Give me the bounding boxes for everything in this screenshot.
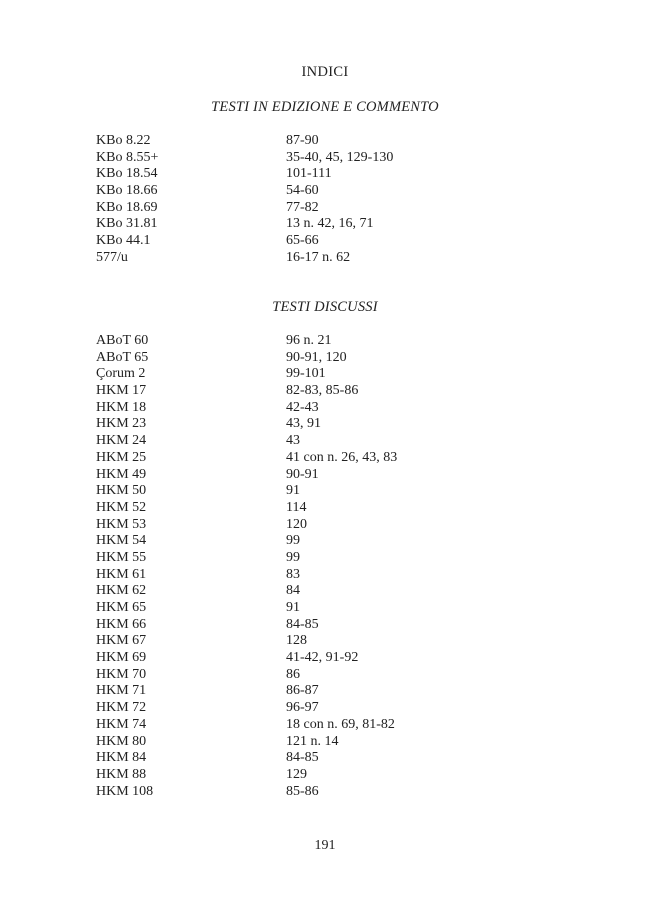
index-list-testi-in-edizione [96, 133, 556, 267]
index-entry-pages: 128 [286, 633, 307, 649]
index-entry [96, 517, 556, 534]
index-entry-pages: 77-82 [286, 199, 319, 215]
index-entry-pages: 101-111 [286, 166, 332, 182]
index-entry-pages: 90-91, 120 [286, 349, 347, 365]
index-entry-pages: 121 n. 14 [286, 733, 339, 749]
index-entry [96, 717, 556, 734]
index-entry-text: KBo 18.69 [96, 199, 158, 215]
index-entry-pages: 42-43 [286, 399, 319, 415]
page-header-title: INDICI [301, 64, 349, 80]
index-entry-pages: 85-86 [286, 783, 319, 799]
index-entry-pages: 99 [286, 549, 300, 565]
index-entry-pages: 86 [286, 666, 300, 682]
index-entry [96, 683, 556, 700]
index-entry-pages: 43, 91 [286, 416, 321, 432]
index-entry-pages: 84 [286, 583, 300, 599]
index-entry-pages: 114 [286, 499, 307, 515]
index-entry [96, 250, 556, 267]
index-entry-text: HKM 17 [96, 383, 147, 399]
index-entry-text: KBo 44.1 [96, 233, 151, 249]
index-entry-text: HKM 108 [96, 783, 154, 799]
index-entry-text: KBo 8.22 [96, 133, 151, 148]
index-entry-text: HKM 69 [96, 650, 147, 666]
index-entry-pages: 41 con n. 26, 43, 83 [286, 449, 398, 465]
index-entry [96, 150, 556, 167]
index-entry [96, 583, 556, 600]
index-entry-pages: 86-87 [286, 683, 319, 699]
index-entry [96, 550, 556, 567]
index-entry-pages: 87-90 [286, 133, 319, 148]
index-entry-pages: 54-60 [286, 183, 319, 199]
index-entry-pages: 83 [286, 566, 300, 582]
index-entry-pages: 120 [286, 516, 307, 532]
index-entry [96, 483, 556, 500]
index-entry-pages: 84-85 [286, 616, 319, 632]
index-entry-text: HKM 70 [96, 666, 147, 682]
index-entry-pages: 41-42, 91-92 [286, 650, 359, 666]
index-entry [96, 617, 556, 634]
index-entry-pages: 35-40, 45, 129-130 [286, 149, 394, 165]
index-entry-text: HKM 67 [96, 633, 147, 649]
index-entry [96, 533, 556, 550]
index-entry-pages: 99 [286, 533, 300, 549]
index-entry [96, 200, 556, 217]
index-entry [96, 166, 556, 183]
index-entry-text: KBo 18.54 [96, 166, 158, 182]
index-entry [96, 650, 556, 667]
index-entry-text: HKM 88 [96, 766, 147, 782]
index-entry [96, 667, 556, 684]
index-entry-text: HKM 55 [96, 549, 147, 565]
index-entry [96, 133, 556, 150]
index-entry-text: HKM 18 [96, 399, 147, 415]
index-entry [96, 333, 556, 350]
index-entry [96, 567, 556, 584]
index-entry [96, 784, 556, 801]
index-entry [96, 350, 556, 367]
section-title-testi-in-edizione: TESTI IN EDIZIONE E COMMENTO [211, 99, 439, 115]
index-entry-text: HKM 71 [96, 683, 147, 699]
index-entry [96, 633, 556, 650]
index-entry-pages: 43 [286, 433, 300, 449]
index-entry [96, 216, 556, 233]
index-entry [96, 700, 556, 717]
index-entry [96, 383, 556, 400]
index-entry-text: Çorum 2 [96, 366, 146, 382]
index-list-testi-discussi [96, 333, 556, 800]
index-entry-text: 577/u [96, 249, 128, 265]
index-entry-text: HKM 49 [96, 466, 147, 482]
index-entry-pages: 90-91 [286, 466, 319, 482]
index-entry [96, 416, 556, 433]
index-entry-text: KBo 18.66 [96, 183, 158, 199]
index-entry [96, 366, 556, 383]
index-entry-text: HKM 80 [96, 733, 147, 749]
index-entry-text: HKM 23 [96, 416, 147, 432]
index-entry-text: HKM 53 [96, 516, 147, 532]
index-entry-text: ABoT 65 [96, 349, 149, 365]
index-entry-text: ABoT 60 [96, 333, 149, 348]
index-entry [96, 750, 556, 767]
index-entry [96, 450, 556, 467]
index-entry-pages: 91 [286, 600, 300, 615]
index-entry-pages: 82-83, 85-86 [286, 383, 359, 399]
index-entry [96, 767, 556, 784]
index-entry-pages: 84-85 [286, 750, 319, 766]
index-entry-text: HKM 54 [96, 533, 147, 549]
index-entry [96, 233, 556, 250]
index-entry [96, 433, 556, 450]
index-entry-text: HKM 66 [96, 616, 147, 632]
index-entry-pages: 16-17 n. 62 [286, 249, 351, 265]
index-entry-text: HKM 72 [96, 700, 147, 716]
index-entry-text: HKM 65 [96, 600, 147, 615]
index-entry-pages: 99-101 [286, 366, 326, 382]
index-entry-text: HKM 62 [96, 583, 147, 599]
section-title-testi-discussi: TESTI DISCUSSI [272, 299, 378, 315]
index-entry [96, 467, 556, 484]
index-entry-pages: 65-66 [286, 233, 319, 249]
index-entry [96, 600, 556, 617]
page-number: 191 [314, 838, 336, 853]
index-entry-text: HKM 61 [96, 566, 147, 582]
index-entry-pages: 96 n. 21 [286, 333, 332, 348]
index-entry-text: HKM 84 [96, 750, 147, 766]
index-entry-text: KBo 31.81 [96, 216, 158, 232]
index-entry-text: HKM 50 [96, 483, 147, 499]
index-entry [96, 183, 556, 200]
index-entry-pages: 13 n. 42, 16, 71 [286, 216, 374, 232]
index-entry [96, 734, 556, 751]
index-entry-text: HKM 25 [96, 449, 147, 465]
index-entry-pages: 18 con n. 69, 81-82 [286, 716, 395, 732]
index-entry-pages: 91 [286, 483, 300, 499]
index-entry-pages: 129 [286, 766, 307, 782]
index-entry-text: HKM 52 [96, 499, 147, 515]
index-entry [96, 500, 556, 517]
index-entry-text: KBo 8.55+ [96, 149, 159, 165]
index-entry [96, 400, 556, 417]
index-entry-text: HKM 74 [96, 716, 147, 732]
index-entry-text: HKM 24 [96, 433, 147, 449]
index-entry-pages: 96-97 [286, 700, 319, 716]
